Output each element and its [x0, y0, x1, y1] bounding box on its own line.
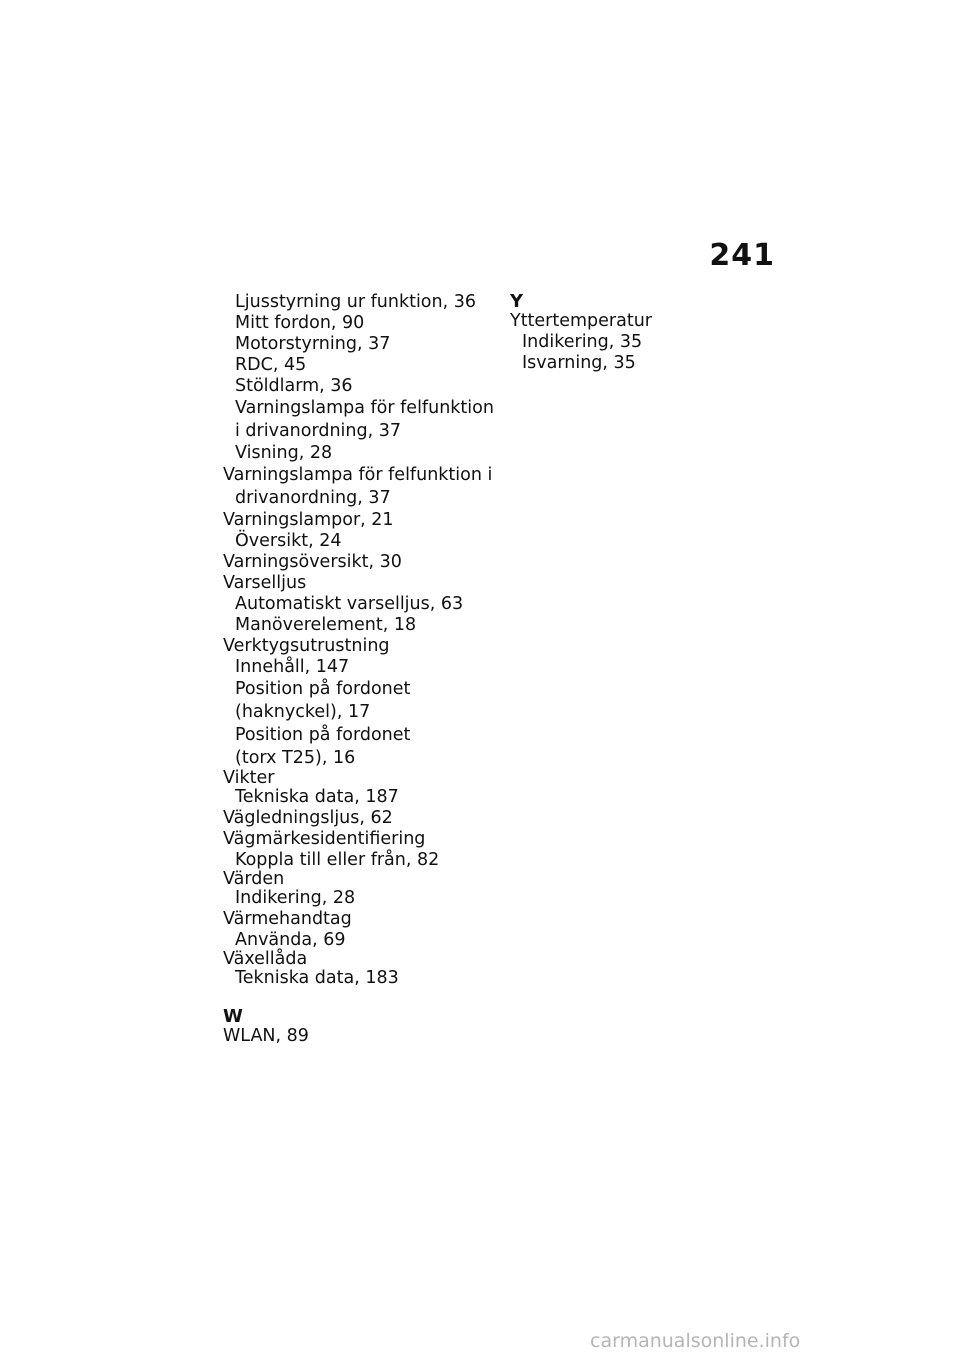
index-entry: Yttertemperatur — [510, 311, 652, 331]
index-entry: RDC, 45 — [235, 355, 307, 375]
page-number: 241 — [709, 238, 775, 273]
index-entry: Varningslampa för felfunktion i — [223, 465, 493, 485]
index-entry: Varningslampa för felfunktion — [235, 398, 494, 418]
index-entry: i drivanordning, 37 — [235, 421, 402, 441]
index-entry: Vägledningsljus, 62 — [223, 808, 393, 828]
index-entry: Isvarning, 35 — [522, 353, 636, 373]
section-letter-w: W — [223, 1006, 243, 1027]
index-entry: Motorstyrning, 37 — [235, 334, 391, 354]
index-entry: Varningsöversikt, 30 — [223, 552, 402, 572]
index-entry: Ljusstyrning ur funktion, 36 — [235, 292, 477, 312]
index-entry: Automatiskt varselljus, 63 — [235, 594, 464, 614]
index-entry: Indikering, 35 — [522, 332, 643, 352]
index-entry: Vikter — [223, 768, 275, 788]
index-entry: Tekniska data, 187 — [235, 787, 399, 807]
index-entry: Manöverelement, 18 — [235, 615, 417, 635]
index-entry: Översikt, 24 — [235, 531, 342, 551]
index-entry: Värden — [223, 869, 285, 889]
index-entry: drivanordning, 37 — [235, 488, 391, 508]
index-entry: Använda, 69 — [235, 930, 346, 950]
index-entry: (torx T25), 16 — [235, 748, 356, 768]
section-letter-y: Y — [510, 291, 524, 312]
index-entry: (haknyckel), 17 — [235, 702, 371, 722]
index-entry: Position på fordonet — [235, 679, 411, 699]
index-entry: Varselljus — [223, 573, 307, 593]
index-entry: Stöldlarm, 36 — [235, 376, 353, 396]
index-column-right — [510, 292, 710, 374]
index-entry: Position på fordonet — [235, 725, 411, 745]
index-entry: Vägmärkesidentifiering — [223, 829, 426, 849]
index-entry: Indikering, 28 — [235, 888, 356, 908]
index-entry: Mitt fordon, 90 — [235, 313, 365, 333]
index-entry: WLAN, 89 — [223, 1026, 309, 1046]
index-column-left — [223, 292, 493, 1047]
index-entry: Verktygsutrustning — [223, 636, 390, 656]
index-entry: Visning, 28 — [235, 443, 333, 463]
index-entry: Koppla till eller från, 82 — [235, 850, 440, 870]
index-entry: Växellåda — [223, 949, 308, 969]
index-entry: Värmehandtag — [223, 909, 352, 929]
watermark: carmanualsonline.info — [590, 1330, 801, 1352]
index-entry: Tekniska data, 183 — [235, 968, 399, 988]
index-entry: Innehåll, 147 — [235, 657, 350, 677]
index-entry: Varningslampor, 21 — [223, 510, 394, 530]
